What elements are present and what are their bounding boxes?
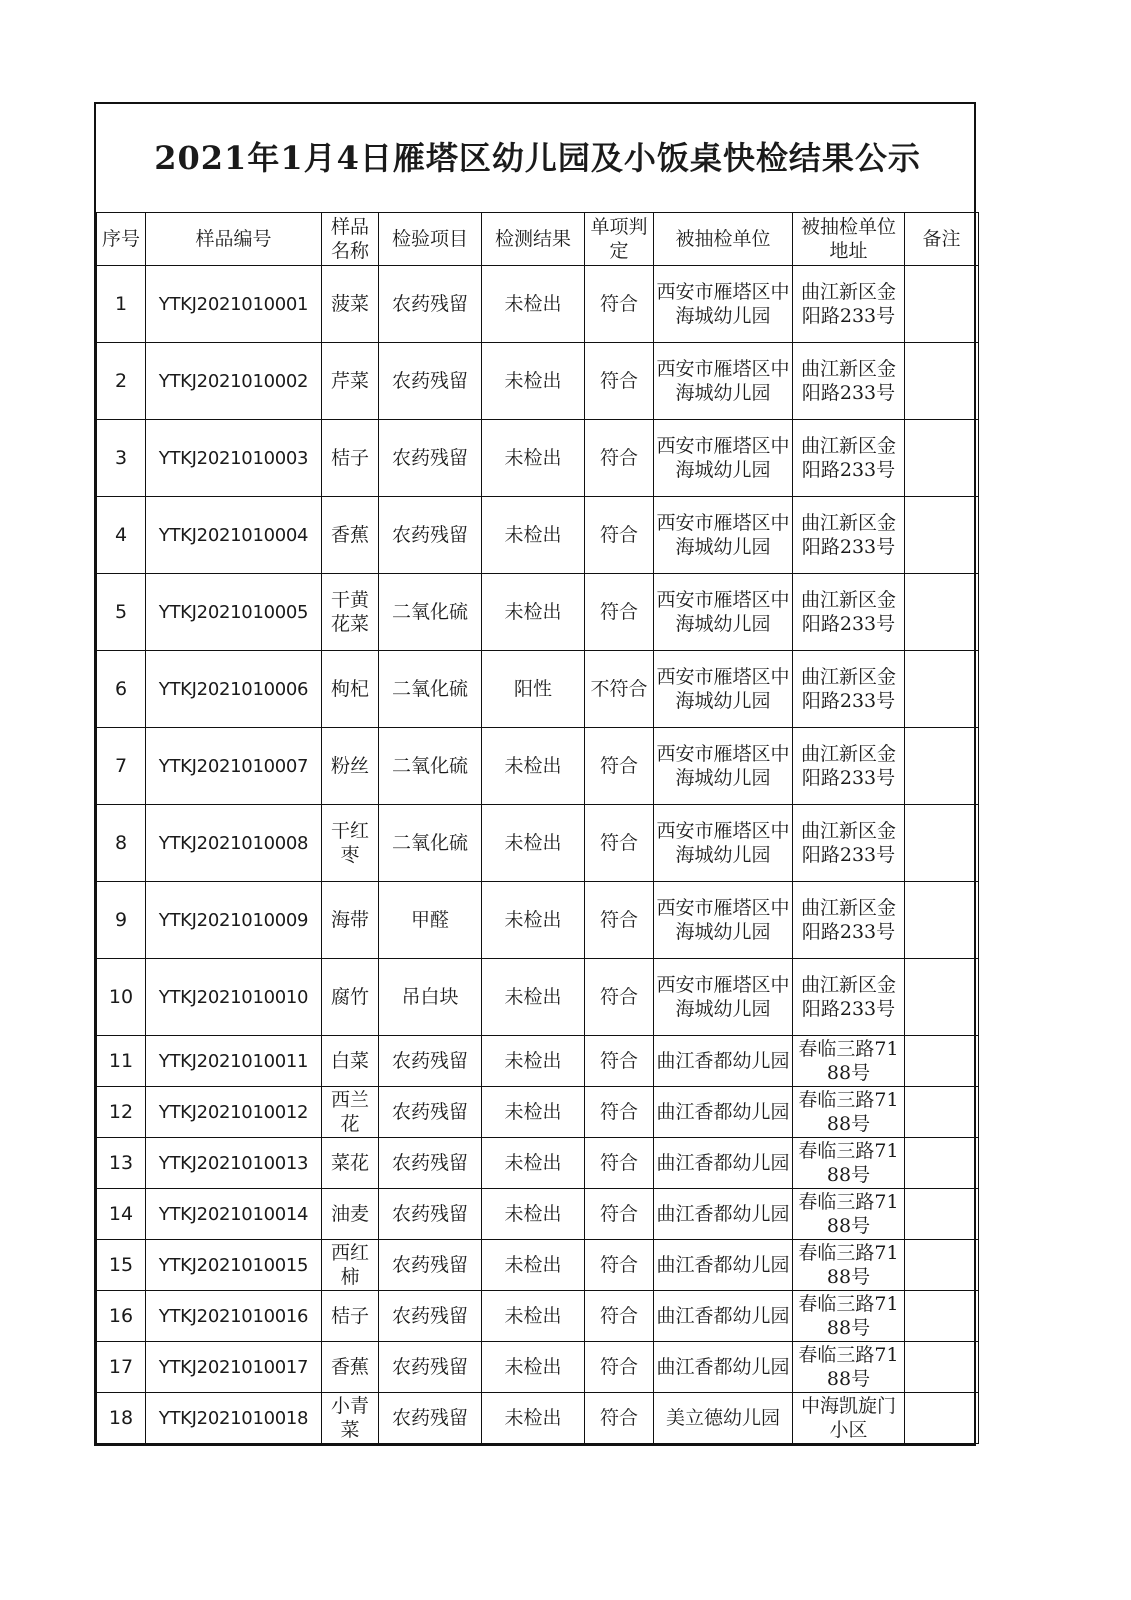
cell-test-item: 农药残留 (379, 1393, 482, 1444)
cell-no: 10 (97, 959, 146, 1036)
cell-no: 15 (97, 1240, 146, 1291)
col-header-unit: 被抽检单位 (654, 213, 793, 266)
cell-note (905, 728, 979, 805)
cell-judgement: 符合 (585, 497, 654, 574)
cell-unit: 西安市雁塔区中海城幼儿园 (654, 420, 793, 497)
cell-sample-id: YTKJ2021010014 (146, 1189, 322, 1240)
cell-unit: 曲江香都幼儿园 (654, 1189, 793, 1240)
cell-no: 2 (97, 343, 146, 420)
cell-address: 春临三路7188号 (793, 1087, 905, 1138)
cell-unit: 曲江香都幼儿园 (654, 1240, 793, 1291)
cell-test-item: 农药残留 (379, 1291, 482, 1342)
cell-unit: 西安市雁塔区中海城幼儿园 (654, 343, 793, 420)
page-title: 2021年1月4日雁塔区幼儿园及小饭桌快检结果公示 (97, 104, 979, 213)
col-header-test-item: 检验项目 (379, 213, 482, 266)
cell-sample-name: 香蕉 (322, 497, 379, 574)
cell-test-item: 甲醛 (379, 882, 482, 959)
table-row (97, 805, 979, 882)
cell-no: 12 (97, 1087, 146, 1138)
cell-test-item: 农药残留 (379, 420, 482, 497)
cell-test-item: 二氧化硫 (379, 574, 482, 651)
header-row (97, 213, 979, 266)
cell-unit: 西安市雁塔区中海城幼儿园 (654, 882, 793, 959)
col-header-no: 序号 (97, 213, 146, 266)
cell-address: 曲江新区金阳路233号 (793, 497, 905, 574)
cell-test-result: 未检出 (482, 1291, 585, 1342)
table-row (97, 882, 979, 959)
cell-sample-id: YTKJ2021010008 (146, 805, 322, 882)
cell-judgement: 符合 (585, 1087, 654, 1138)
cell-no: 11 (97, 1036, 146, 1087)
cell-sample-id: YTKJ2021010005 (146, 574, 322, 651)
cell-sample-id: YTKJ2021010018 (146, 1393, 322, 1444)
cell-no: 16 (97, 1291, 146, 1342)
cell-judgement: 符合 (585, 343, 654, 420)
cell-note (905, 420, 979, 497)
cell-sample-name: 桔子 (322, 1291, 379, 1342)
cell-judgement: 符合 (585, 882, 654, 959)
table-row (97, 497, 979, 574)
col-header-address: 被抽检单位地址 (793, 213, 905, 266)
cell-test-result: 未检出 (482, 497, 585, 574)
cell-test-item: 二氧化硫 (379, 728, 482, 805)
cell-judgement: 符合 (585, 959, 654, 1036)
cell-no: 1 (97, 266, 146, 343)
cell-test-result: 未检出 (482, 805, 585, 882)
table-row (97, 651, 979, 728)
cell-test-result: 未检出 (482, 1240, 585, 1291)
cell-sample-name: 菠菜 (322, 266, 379, 343)
cell-address: 曲江新区金阳路233号 (793, 882, 905, 959)
cell-sample-id: YTKJ2021010013 (146, 1138, 322, 1189)
cell-address: 曲江新区金阳路233号 (793, 420, 905, 497)
cell-address: 曲江新区金阳路233号 (793, 266, 905, 343)
cell-judgement: 符合 (585, 1393, 654, 1444)
cell-unit: 美立德幼儿园 (654, 1393, 793, 1444)
table-row (97, 1036, 979, 1087)
cell-unit: 西安市雁塔区中海城幼儿园 (654, 959, 793, 1036)
cell-address: 春临三路7188号 (793, 1342, 905, 1393)
cell-address: 春临三路7188号 (793, 1189, 905, 1240)
table-row (97, 1342, 979, 1393)
cell-test-item: 农药残留 (379, 1087, 482, 1138)
cell-sample-name: 芹菜 (322, 343, 379, 420)
cell-judgement: 符合 (585, 1138, 654, 1189)
table-row (97, 1291, 979, 1342)
cell-sample-name: 海带 (322, 882, 379, 959)
cell-no: 17 (97, 1342, 146, 1393)
cell-note (905, 343, 979, 420)
table-row (97, 959, 979, 1036)
cell-test-item: 农药残留 (379, 266, 482, 343)
cell-judgement: 符合 (585, 266, 654, 343)
cell-sample-name: 西红柿 (322, 1240, 379, 1291)
cell-address: 春临三路7188号 (793, 1138, 905, 1189)
cell-no: 14 (97, 1189, 146, 1240)
cell-unit: 曲江香都幼儿园 (654, 1138, 793, 1189)
cell-test-result: 未检出 (482, 343, 585, 420)
cell-test-result: 未检出 (482, 728, 585, 805)
cell-test-result: 未检出 (482, 574, 585, 651)
cell-unit: 曲江香都幼儿园 (654, 1291, 793, 1342)
cell-sample-id: YTKJ2021010015 (146, 1240, 322, 1291)
cell-sample-id: YTKJ2021010007 (146, 728, 322, 805)
cell-sample-name: 桔子 (322, 420, 379, 497)
cell-address: 春临三路7188号 (793, 1036, 905, 1087)
cell-unit: 西安市雁塔区中海城幼儿园 (654, 497, 793, 574)
cell-no: 6 (97, 651, 146, 728)
cell-note (905, 959, 979, 1036)
table-row (97, 1240, 979, 1291)
cell-no: 8 (97, 805, 146, 882)
cell-note (905, 497, 979, 574)
col-header-sample-name: 样品名称 (322, 213, 379, 266)
table-row (97, 1393, 979, 1444)
cell-sample-id: YTKJ2021010006 (146, 651, 322, 728)
cell-judgement: 符合 (585, 420, 654, 497)
cell-test-result: 未检出 (482, 1138, 585, 1189)
cell-note (905, 805, 979, 882)
cell-test-result: 阳性 (482, 651, 585, 728)
cell-judgement: 不符合 (585, 651, 654, 728)
cell-note (905, 882, 979, 959)
cell-note (905, 1036, 979, 1087)
table-row (97, 420, 979, 497)
cell-note (905, 1291, 979, 1342)
table-row (97, 728, 979, 805)
cell-test-result: 未检出 (482, 420, 585, 497)
cell-test-result: 未检出 (482, 1189, 585, 1240)
cell-test-item: 农药残留 (379, 497, 482, 574)
cell-unit: 西安市雁塔区中海城幼儿园 (654, 651, 793, 728)
table-row (97, 574, 979, 651)
cell-judgement: 符合 (585, 728, 654, 805)
cell-unit: 曲江香都幼儿园 (654, 1036, 793, 1087)
cell-unit: 西安市雁塔区中海城幼儿园 (654, 728, 793, 805)
cell-note (905, 1189, 979, 1240)
cell-address: 曲江新区金阳路233号 (793, 651, 905, 728)
cell-sample-name: 菜花 (322, 1138, 379, 1189)
cell-sample-id: YTKJ2021010003 (146, 420, 322, 497)
cell-note (905, 1393, 979, 1444)
cell-address: 曲江新区金阳路233号 (793, 805, 905, 882)
cell-address: 曲江新区金阳路233号 (793, 728, 905, 805)
cell-note (905, 574, 979, 651)
cell-address: 曲江新区金阳路233号 (793, 959, 905, 1036)
cell-sample-name: 香蕉 (322, 1342, 379, 1393)
table-row (97, 1087, 979, 1138)
cell-test-result: 未检出 (482, 266, 585, 343)
table-body (97, 266, 979, 1444)
cell-test-item: 吊白块 (379, 959, 482, 1036)
cell-unit: 曲江香都幼儿园 (654, 1342, 793, 1393)
cell-test-item: 农药残留 (379, 1240, 482, 1291)
cell-sample-id: YTKJ2021010009 (146, 882, 322, 959)
cell-sample-name: 干红枣 (322, 805, 379, 882)
cell-sample-name: 白菜 (322, 1036, 379, 1087)
table-row (97, 266, 979, 343)
cell-address: 春临三路7188号 (793, 1291, 905, 1342)
cell-no: 3 (97, 420, 146, 497)
cell-sample-id: YTKJ2021010001 (146, 266, 322, 343)
cell-note (905, 1240, 979, 1291)
cell-address: 春临三路7188号 (793, 1240, 905, 1291)
results-table (96, 104, 979, 1444)
cell-unit: 西安市雁塔区中海城幼儿园 (654, 266, 793, 343)
cell-judgement: 符合 (585, 805, 654, 882)
cell-note (905, 1138, 979, 1189)
cell-note (905, 1087, 979, 1138)
cell-sample-name: 粉丝 (322, 728, 379, 805)
cell-no: 5 (97, 574, 146, 651)
cell-no: 13 (97, 1138, 146, 1189)
table-row (97, 1189, 979, 1240)
cell-sample-name: 小青菜 (322, 1393, 379, 1444)
cell-test-item: 农药残留 (379, 343, 482, 420)
cell-test-item: 农药残留 (379, 1189, 482, 1240)
table-row (97, 1138, 979, 1189)
cell-note (905, 1342, 979, 1393)
cell-test-result: 未检出 (482, 1036, 585, 1087)
cell-test-result: 未检出 (482, 959, 585, 1036)
col-header-sample-id: 样品编号 (146, 213, 322, 266)
cell-judgement: 符合 (585, 1240, 654, 1291)
cell-sample-name: 干黄花菜 (322, 574, 379, 651)
cell-sample-name: 腐竹 (322, 959, 379, 1036)
cell-no: 9 (97, 882, 146, 959)
cell-note (905, 651, 979, 728)
cell-address: 曲江新区金阳路233号 (793, 343, 905, 420)
cell-unit: 西安市雁塔区中海城幼儿园 (654, 574, 793, 651)
cell-test-result: 未检出 (482, 1342, 585, 1393)
cell-no: 4 (97, 497, 146, 574)
cell-sample-id: YTKJ2021010011 (146, 1036, 322, 1087)
cell-test-result: 未检出 (482, 1087, 585, 1138)
col-header-note: 备注 (905, 213, 979, 266)
cell-sample-id: YTKJ2021010016 (146, 1291, 322, 1342)
cell-test-result: 未检出 (482, 1393, 585, 1444)
results-table-container (94, 102, 976, 1446)
cell-sample-name: 油麦 (322, 1189, 379, 1240)
cell-no: 18 (97, 1393, 146, 1444)
cell-unit: 曲江香都幼儿园 (654, 1087, 793, 1138)
cell-test-result: 未检出 (482, 882, 585, 959)
cell-sample-name: 枸杞 (322, 651, 379, 728)
cell-sample-id: YTKJ2021010017 (146, 1342, 322, 1393)
cell-test-item: 二氧化硫 (379, 651, 482, 728)
cell-judgement: 符合 (585, 574, 654, 651)
cell-address: 中海凯旋门小区 (793, 1393, 905, 1444)
cell-judgement: 符合 (585, 1291, 654, 1342)
cell-sample-id: YTKJ2021010012 (146, 1087, 322, 1138)
cell-unit: 西安市雁塔区中海城幼儿园 (654, 805, 793, 882)
cell-test-item: 农药残留 (379, 1342, 482, 1393)
cell-test-item: 农药残留 (379, 1138, 482, 1189)
cell-sample-id: YTKJ2021010002 (146, 343, 322, 420)
col-header-test-result: 检测结果 (482, 213, 585, 266)
cell-address: 曲江新区金阳路233号 (793, 574, 905, 651)
cell-judgement: 符合 (585, 1189, 654, 1240)
cell-test-item: 二氧化硫 (379, 805, 482, 882)
cell-sample-id: YTKJ2021010010 (146, 959, 322, 1036)
cell-note (905, 266, 979, 343)
cell-judgement: 符合 (585, 1036, 654, 1087)
col-header-judgement: 单项判定 (585, 213, 654, 266)
table-row (97, 343, 979, 420)
cell-judgement: 符合 (585, 1342, 654, 1393)
cell-test-item: 农药残留 (379, 1036, 482, 1087)
cell-sample-name: 西兰花 (322, 1087, 379, 1138)
cell-no: 7 (97, 728, 146, 805)
cell-sample-id: YTKJ2021010004 (146, 497, 322, 574)
